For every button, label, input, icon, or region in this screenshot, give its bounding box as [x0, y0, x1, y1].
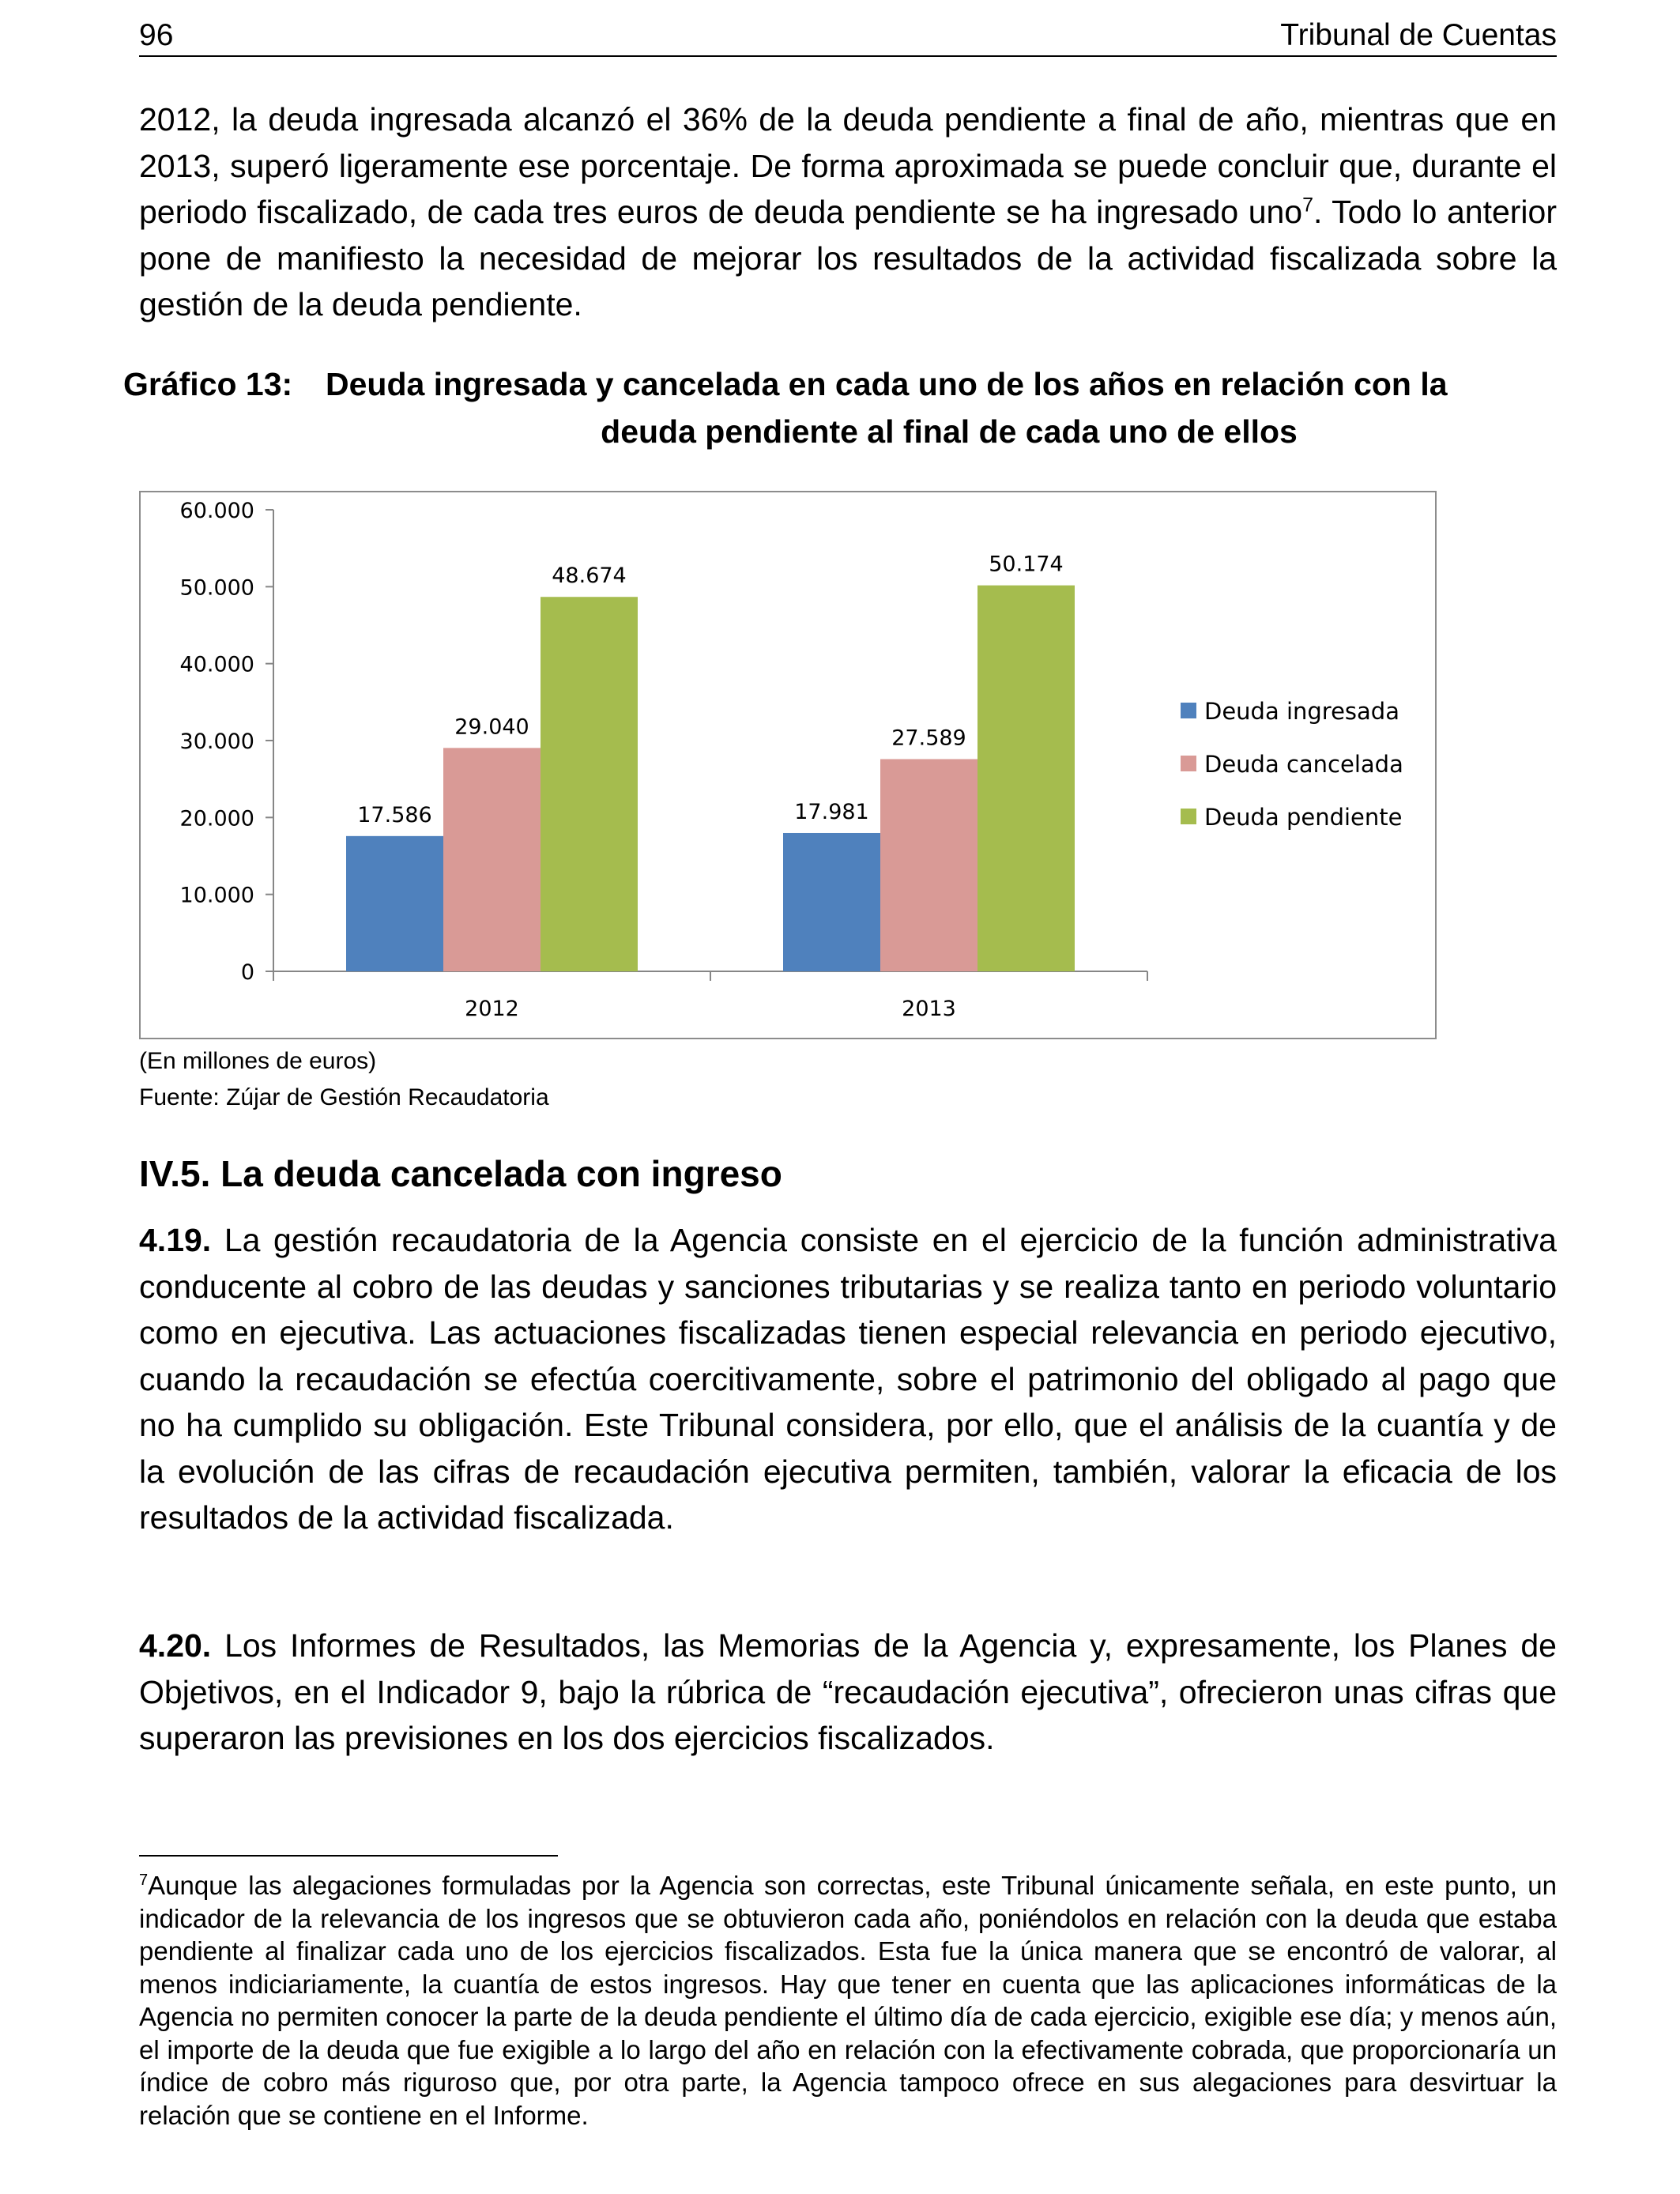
data-label: 17.981 — [794, 799, 869, 824]
footnote-reference[interactable]: 7 — [1302, 194, 1314, 217]
paragraph-number: 4.20. — [139, 1627, 212, 1664]
data-label: 17.586 — [357, 802, 432, 827]
y-tick-label: 30.000 — [179, 729, 254, 754]
y-tick-label: 0 — [240, 960, 254, 985]
paragraph-4-20 — [139, 1623, 1557, 1762]
legend-swatch — [1181, 809, 1196, 824]
legend-swatch — [1181, 703, 1196, 718]
intro-text-1: 2012, la deuda ingresada alcanzó el 36% de la deuda pendiente a final de año, mientras que en 2013, superó ligeramente ese porcentaje. De forma aproximada se puede concluir que, durante el periodo fiscalizado, de cada tres euros de deuda pendiente se ha ingresado uno — [139, 101, 1557, 230]
legend-label: Deuda ingresada — [1204, 698, 1399, 725]
bar — [541, 597, 638, 971]
publication-title: Tribunal de Cuentas — [1280, 18, 1557, 52]
paragraph-4-19 — [139, 1217, 1557, 1541]
page-number: 96 — [139, 18, 174, 52]
footnote-text: Aunque las alegaciones formuladas por la Agencia son correctas, este Tribunal únicamente señala, en este punto, un indicador de la relevancia de los ingresos que se obtuvieron cada año, poniéndolos en relación con la deuda que estaba pendiente al finalizar cada uno de los ejercicios fiscalizados. Esta fue la única manera que se encontró de valorar, al menos indiciariamente, la cuantía de estos ingresos. Hay que tener en cuenta que las aplicaciones informáticas de la Agencia no permiten conocer la parte de la deuda pendiente el último día de cada ejercicio, exigible ese día; y menos aún, el importe de la deuda que fue exigible a lo largo del año en relación con la efectivamente cobrada, que proporcionaría un índice de cobro más riguroso que, por otra parte, la Agencia tampoco ofrece en sus alegaciones para desvirtuar la relación que se contiene en el Informe. — [139, 1871, 1557, 2130]
intro-text-2: . Todo lo anterior pone de manifiesto la necesidad de mejorar los resultados de la actividad fiscalizada sobre la gestión de la deuda pendiente. — [139, 194, 1557, 322]
chart-legend — [1181, 698, 1403, 831]
data-label: 29.040 — [454, 714, 529, 740]
y-tick-label: 20.000 — [179, 806, 254, 831]
figure-label: Gráfico 13: — [123, 366, 293, 402]
source-note: Fuente: Zújar de Gestión Recaudatoria — [139, 1084, 549, 1110]
data-label: 48.674 — [552, 564, 627, 589]
paragraph-text: Los Informes de Resultados, las Memorias de la Agencia y, expresamente, los Planes de Objetivos, en el Indicador 9, bajo la rúbrica de “recaudación ejecutiva”, ofrecieron unas cifras que superaron las previsiones en los dos ejercicios fiscalizados. — [139, 1627, 1557, 1756]
paragraph-number: 4.19. — [139, 1222, 212, 1258]
data-label: 27.589 — [891, 726, 966, 751]
section-heading: IV.5. La deuda cancelada con ingreso — [139, 1153, 782, 1194]
footnote — [139, 1869, 1557, 2132]
footnote-separator — [139, 1855, 558, 1857]
figure-title-line-1: Deuda ingresada y cancelada en cada uno de los años en relación con la — [326, 366, 1448, 402]
y-tick-label: 40.000 — [179, 652, 254, 677]
y-tick-label: 50.000 — [179, 575, 254, 601]
data-label: 50.174 — [989, 552, 1064, 577]
bar — [880, 759, 977, 971]
x-tick-label: 2012 — [465, 997, 519, 1021]
legend-label: Deuda pendiente — [1204, 804, 1403, 831]
y-tick-label: 10.000 — [179, 883, 254, 908]
paragraph-text: La gestión recaudatoria de la Agencia consiste en el ejercicio de la función administrativa conducente al cobro de las deudas y sanciones tributarias y se realiza tanto en periodo voluntario como en ejecutiva. Las actuaciones fiscalizadas tienen especial relevancia en periodo ejecutivo, cuando la recaudación se efectúa coercitivamente, sobre el patrimonio del obligado al pago que no ha cumplido su obligación. Este Tribunal considera, por ello, que el análisis de la cuantía y de la evolución de las cifras de recaudación ejecutiva permiten, también, valorar la eficacia de los resultados de la actividad fiscalizada. — [139, 1222, 1557, 1536]
x-tick-label: 2013 — [902, 997, 956, 1021]
intro-paragraph — [139, 96, 1557, 328]
bar — [346, 836, 443, 971]
units-note: (En millones de euros) — [139, 1048, 377, 1074]
bar — [443, 748, 541, 971]
footnote-marker: 7 — [139, 1872, 149, 1889]
bar — [977, 586, 1075, 971]
y-tick-label: 60.000 — [179, 499, 254, 523]
legend-label: Deuda cancelada — [1204, 751, 1403, 778]
page-header — [139, 14, 1557, 57]
bar-chart — [139, 491, 1437, 1039]
bar — [783, 833, 880, 971]
figure-title-line-2: deuda pendiente al final de cada uno de ellos — [601, 413, 1298, 450]
legend-swatch — [1181, 756, 1196, 771]
